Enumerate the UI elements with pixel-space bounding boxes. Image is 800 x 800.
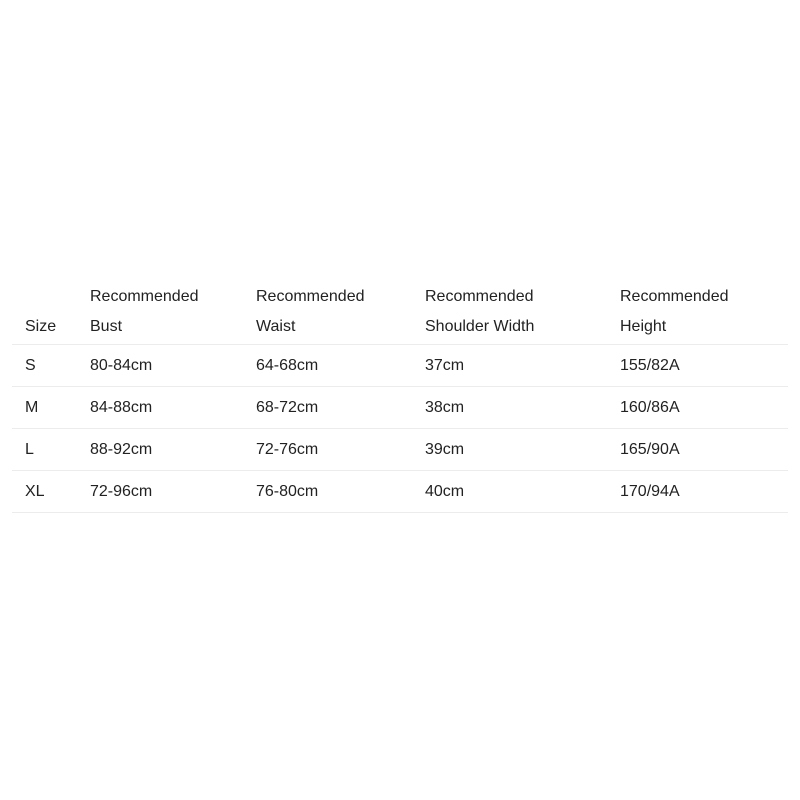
cell-size: M xyxy=(25,398,39,416)
header-line2: Waist xyxy=(256,318,296,335)
cell-height: 160/86A xyxy=(620,398,680,416)
cell-bust: 80-84cm xyxy=(90,356,153,374)
header-shoulder-width xyxy=(425,282,620,344)
table-row xyxy=(12,345,788,387)
table-row xyxy=(12,429,788,471)
header-line1: Recommended xyxy=(425,288,534,305)
cell-height: 165/90A xyxy=(620,440,680,458)
table-row xyxy=(12,387,788,429)
cell-size: L xyxy=(25,440,34,458)
header-line2: Size xyxy=(25,318,57,335)
cell-bust: 84-88cm xyxy=(90,398,153,416)
cell-shoulder-width: 37cm xyxy=(425,356,465,374)
header-line2: Shoulder Width xyxy=(425,318,535,335)
cell-bust: 88-92cm xyxy=(90,440,153,458)
cell-size: XL xyxy=(25,482,45,500)
size-chart-table xyxy=(12,280,788,513)
cell-shoulder-width: 39cm xyxy=(425,440,465,458)
header-waist xyxy=(256,282,425,344)
cell-waist: 76-80cm xyxy=(256,482,319,500)
cell-shoulder-width: 38cm xyxy=(425,398,465,416)
table-header-row xyxy=(12,280,788,345)
header-height xyxy=(620,282,788,344)
header-line2: Height xyxy=(620,318,667,335)
cell-waist: 68-72cm xyxy=(256,398,319,416)
header-line2: Bust xyxy=(90,318,123,335)
cell-shoulder-width: 40cm xyxy=(425,482,465,500)
header-line1: Recommended xyxy=(620,288,729,305)
header-bust xyxy=(90,282,256,344)
cell-height: 170/94A xyxy=(620,482,680,500)
header-line1: Recommended xyxy=(256,288,365,305)
cell-waist: 64-68cm xyxy=(256,356,319,374)
cell-bust: 72-96cm xyxy=(90,482,153,500)
header-line1: Recommended xyxy=(90,288,199,305)
cell-waist: 72-76cm xyxy=(256,440,319,458)
cell-height: 155/82A xyxy=(620,356,680,374)
cell-size: S xyxy=(25,356,36,374)
table-row xyxy=(12,471,788,513)
header-size xyxy=(12,312,90,344)
